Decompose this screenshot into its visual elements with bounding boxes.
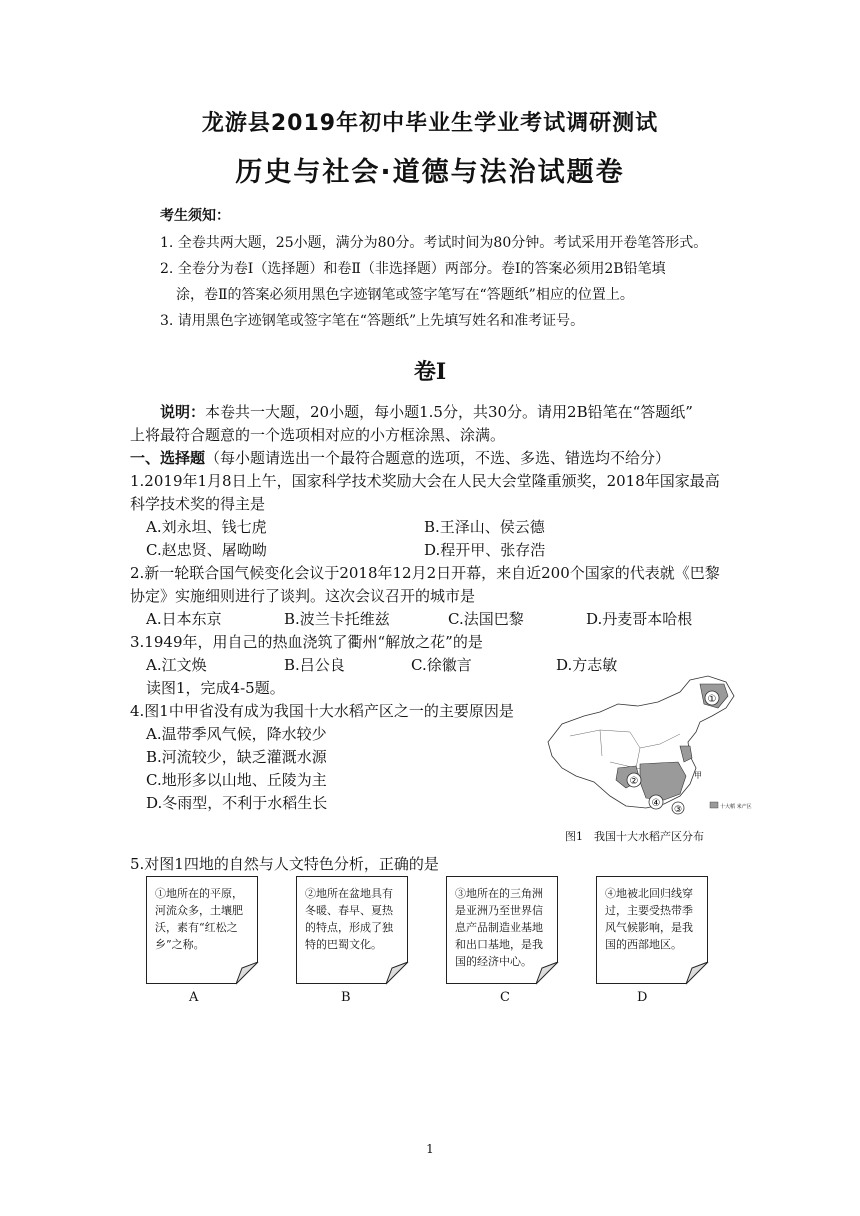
q5-card-c (446, 876, 558, 984)
q3-option-a: A.江文焕 (146, 656, 207, 674)
q1-option-a: A.刘永坦、钱七虎 (146, 518, 267, 536)
q5-label-d: D (637, 990, 648, 1005)
reading-instruction: 读图1，完成4-5题。 (146, 679, 285, 697)
q5-card-c-text: ③地所在的三角洲是亚洲乃至世界信息产品制造业基地和出口基地，是我国的经济中心。 (455, 887, 543, 968)
q3-stem: 3.1949年，用自己的热血浇筑了衢州“解放之花”的是 (130, 633, 483, 651)
section-title: 卷Ⅰ (413, 359, 447, 385)
q4-option-c: C.地形多以山地、丘陵为主 (146, 771, 327, 789)
q5-card-a-text: ①地所在的平原，河流众多，土壤肥沃，素有“红松之乡”之称。 (155, 887, 243, 951)
exam-title: 龙游县2019年初中毕业生学业考试调研测试 (201, 111, 659, 136)
q1-option-c: C.赵忠贤、屠呦呦 (146, 541, 267, 559)
rice-region-south (640, 762, 686, 800)
q2-option-c: C.法国巴黎 (448, 610, 524, 628)
section-desc-line2: 上将最符合题意的一个选项相对应的小方框涂黑、涂满。 (130, 426, 506, 444)
part-heading (130, 447, 670, 468)
page-number: 1 (426, 1142, 434, 1156)
q5-label-c: C (500, 990, 510, 1005)
marker-3: ③ (673, 805, 683, 815)
q2-option-a: A.日本东京 (146, 610, 222, 628)
q5-card-b-text: ②地所在盆地具有冬暖、春早、夏热的特点，形成了独特的巴蜀文化。 (305, 887, 393, 951)
map-caption: 图1 我国十大水稻产区分布 (565, 830, 704, 843)
q1-option-d: D.程开甲、张存浩 (424, 541, 546, 559)
notice-heading: 考生须知： (160, 208, 230, 224)
q5-stem: 5.对图1四地的自然与人文特色分析，正确的是 (130, 855, 439, 873)
rice-region-map (540, 672, 752, 824)
q3-option-d: D.方志敏 (556, 656, 618, 674)
q4-option-d: D.冬雨型，不利于水稻生长 (146, 794, 328, 812)
notice-item-2-cont: 涂，卷Ⅱ的答案必须用黑色字迹钢笔或签字笔写在“答题纸”相应的位置上。 (176, 287, 634, 303)
page-curl-icon (686, 962, 708, 984)
q5-card-b (296, 876, 408, 984)
notice-item-1: 1. 全卷共两大题，25小题，满分为80分。考试时间为80分钟。考试采用开卷笔答形式。 (160, 235, 708, 251)
page-curl-icon (386, 962, 408, 984)
q1-stem-line1: 1.2019年1月8日上午，国家科学技术奖励大会在人民大会堂隆重颁奖，2018年国家最高 (130, 472, 720, 490)
marker-1: ① (707, 694, 717, 705)
marker-2: ② (629, 776, 639, 787)
part-note: （每小题请选出一个最符合题意的选项，不选、多选、错选均不给分） (205, 449, 671, 467)
q4-option-a: A.温带季风气候，降水较少 (146, 725, 327, 743)
q1-option-b: B.王泽山、侯云德 (424, 518, 545, 536)
q2-stem-line1: 2.新一轮联合国气候变化会议于2018年12月2日开幕，来自近200个国家的代表就《巴黎 (130, 564, 720, 582)
q2-option-d: D.丹麦哥本哈根 (586, 610, 693, 628)
page-curl-icon (536, 962, 558, 984)
q4-stem: 4.图1中甲省没有成为我国十大水稻产区之一的主要原因是 (130, 702, 514, 720)
notice-item-2: 2. 全卷分为卷Ⅰ（选择题）和卷Ⅱ（非选择题）两部分。卷Ⅰ的答案必须用2B铅笔填 (160, 261, 666, 277)
q5-card-a (146, 876, 258, 984)
section-desc-text: 本卷共一大题，20小题，每小题1.5分，共30分。请用2B铅笔在“答题纸” (205, 403, 693, 421)
legend-swatch (710, 802, 718, 808)
marker-4: ④ (651, 798, 661, 809)
map-label-jia: 甲 (694, 771, 702, 780)
page-curl-icon (236, 962, 258, 984)
q5-label-a: A (189, 990, 199, 1005)
q3-option-b: B.吕公良 (284, 656, 345, 674)
q4-option-b: B.河流较少，缺乏灌溉水源 (146, 748, 327, 766)
q5-card-d (596, 876, 708, 984)
q5-label-b: B (341, 990, 351, 1005)
q2-stem-line2: 协定》实施细则进行了谈判。这次会议召开的城市是 (130, 587, 476, 605)
q3-option-c: C.徐徽言 (411, 656, 472, 674)
q2-option-b: B.波兰卡托维兹 (284, 610, 390, 628)
q1-stem-line2: 科学技术奖的得主是 (130, 495, 266, 513)
notice-item-3: 3. 请用黑色字迹钢笔或签字笔在“答题纸”上先填写姓名和准考证号。 (160, 313, 585, 329)
q5-card-d-text: ④地被北回归线穿过，主要受热带季风气候影响，是我国的西部地区。 (605, 887, 693, 951)
map-legend-text: 十大稻 米产区 (720, 804, 752, 810)
section-desc-label: 说明： (160, 403, 206, 421)
section-desc-line1 (160, 401, 693, 422)
part-label: 一、选择题 (130, 449, 206, 467)
exam-subtitle: 历史与社会·道德与法治试题卷 (235, 157, 625, 188)
